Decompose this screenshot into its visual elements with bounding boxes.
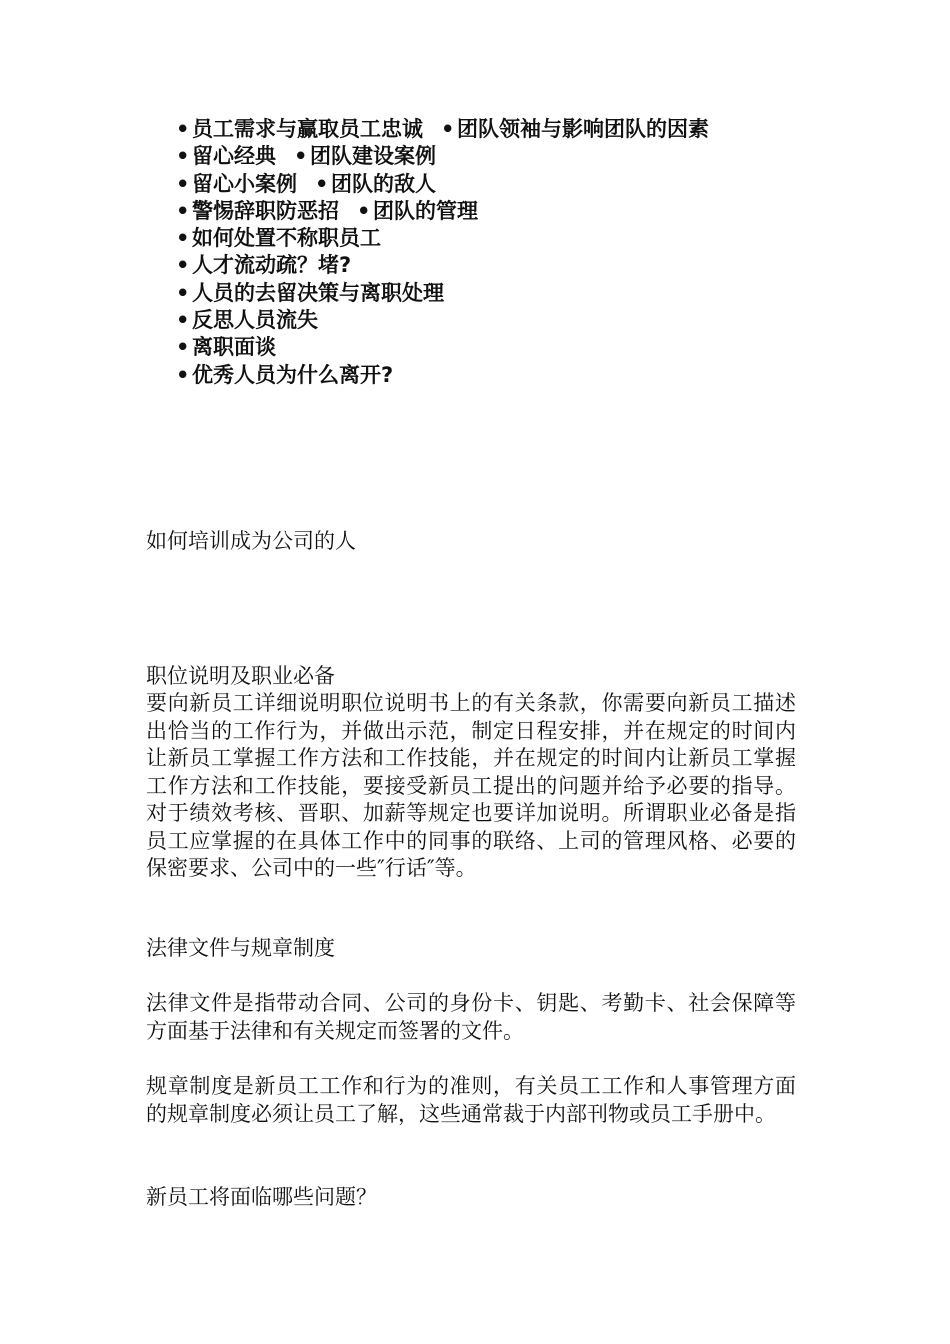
bullet-dot: •: [176, 335, 190, 360]
bullet-line: [176, 171, 709, 198]
legal-heading: 法律文件与规章制度: [146, 936, 335, 960]
bullet-text: 团队领袖与影响团队的因素: [457, 117, 709, 141]
bullet-line: [176, 307, 709, 334]
bullet-line: [176, 143, 709, 170]
bullet-text: 团队的敌人: [331, 171, 436, 196]
bullet-text: 团队的管理: [373, 198, 478, 223]
bullet-dot: •: [176, 253, 190, 278]
bullet-text: 团队建设案例: [310, 144, 436, 169]
bullet-text: 优秀人员为什么离开?: [192, 362, 394, 387]
bullet-dot: •: [176, 226, 190, 251]
bullet-dot: •: [176, 117, 190, 141]
question-heading: 新员工将面临哪些问题？: [146, 1185, 377, 1209]
bullet-dot: •: [176, 308, 190, 333]
job-paragraph: 要向新员工详细说明职位说明书上的有关条款，你需要向新员工描述出恰当的工作行为，并做出示范，制定日程安排，并在规定的时间内让新员工掌握工作方法和工作技能，并在规定的时间内让新员工掌握工作方法和工作技能，要接受新员工提出的问题并给予必要的指导。对于绩效考核、晋职、加薪等规定也要详加说明。所谓职业必备是指员工应掌握的在具体工作中的同事的联络、上司的管理风格、必要的保密要求、公司中的一些″行话″等。: [146, 691, 796, 880]
bullet-dot: •: [294, 144, 308, 169]
bullet-dot: •: [176, 362, 190, 387]
bullet-text: 离职面谈: [192, 335, 276, 360]
job-heading: 职位说明及职业必备: [146, 664, 335, 688]
bullet-line: [176, 116, 709, 143]
bullet-line: [176, 334, 709, 361]
bullet-dot: •: [176, 280, 190, 305]
section-title: 如何培训成为公司的人: [146, 529, 356, 553]
bullet-dot: •: [357, 198, 371, 223]
legal-paragraph: 法律文件是指带动合同、公司的身份卡、钥匙、考勤卡、社会保障等方面基于法律和有关规定而签署的文件。: [146, 991, 796, 1043]
bullet-dot: •: [176, 198, 190, 223]
bullet-line: [176, 198, 709, 225]
bullet-dot: •: [315, 171, 329, 196]
rules-paragraph: 规章制度是新员工工作和行为的准则，有关员工工作和人事管理方面的规章制度必须让员工了解，这些通常裁于内部刊物或员工手册中。: [146, 1074, 796, 1126]
bullet-dot: •: [176, 171, 190, 196]
topic-bullet-list: [176, 116, 709, 389]
bullet-line: [176, 280, 709, 307]
bullet-text: 人才流动疏？堵?: [192, 253, 352, 278]
bullet-line: [176, 362, 709, 389]
bullet-text: 人员的去留决策与离职处理: [192, 280, 444, 305]
bullet-text: 留心经典: [192, 144, 276, 169]
bullet-text: 警惕辞职防恶招: [192, 198, 339, 223]
bullet-text: 留心小案例: [192, 171, 297, 196]
bullet-line: [176, 225, 709, 252]
bullet-text: 如何处置不称职员工: [192, 226, 381, 251]
bullet-dot: •: [441, 117, 455, 141]
bullet-text: 反思人员流失: [192, 308, 318, 333]
bullet-dot: •: [176, 144, 190, 169]
bullet-line: [176, 252, 709, 279]
bullet-text: 员工需求与赢取员工忠诚: [192, 117, 423, 141]
